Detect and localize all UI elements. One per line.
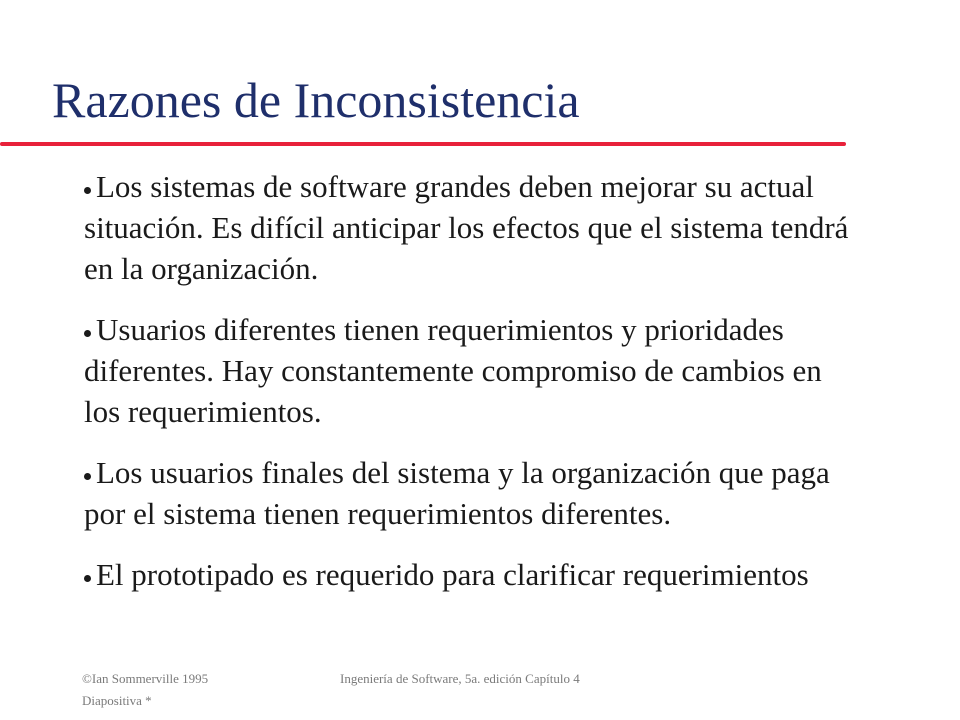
bullet-dot-icon: [84, 473, 91, 480]
title-underline: [0, 142, 846, 146]
bullet-dot-icon: [84, 575, 91, 582]
footer-copyright: ©Ian Sommerville 1995: [82, 671, 209, 686]
bullet-dot-icon: [84, 187, 91, 194]
footer-slide-number: Diapositiva *: [82, 693, 152, 708]
bullet-item: [84, 166, 864, 289]
footer-book-reference: Ingeniería de Software, 5a. edición Capítulo 4: [340, 671, 580, 686]
bullet-text: Los sistemas de software grandes deben mejorar su actual situación. Es difícil anticipar los efectos que el sistema tendrá en la organización.: [84, 169, 849, 286]
bullet-list: [84, 166, 864, 615]
bullet-text: Usuarios diferentes tienen requerimientos y prioridades diferentes. Hay constantemente compromiso de cambios en los requerimientos.: [84, 312, 822, 429]
slide-title: Razones de Inconsistencia: [52, 72, 580, 128]
bullet-item: [84, 554, 864, 595]
footer-left: [82, 668, 208, 712]
bullet-item: [84, 309, 864, 432]
bullet-text: El prototipado es requerido para clarificar requerimientos: [96, 557, 809, 592]
bullet-text: Los usuarios finales del sistema y la organización que paga por el sistema tienen requerimientos diferentes.: [84, 455, 830, 531]
bullet-item: [84, 452, 864, 534]
bullet-dot-icon: [84, 330, 91, 337]
